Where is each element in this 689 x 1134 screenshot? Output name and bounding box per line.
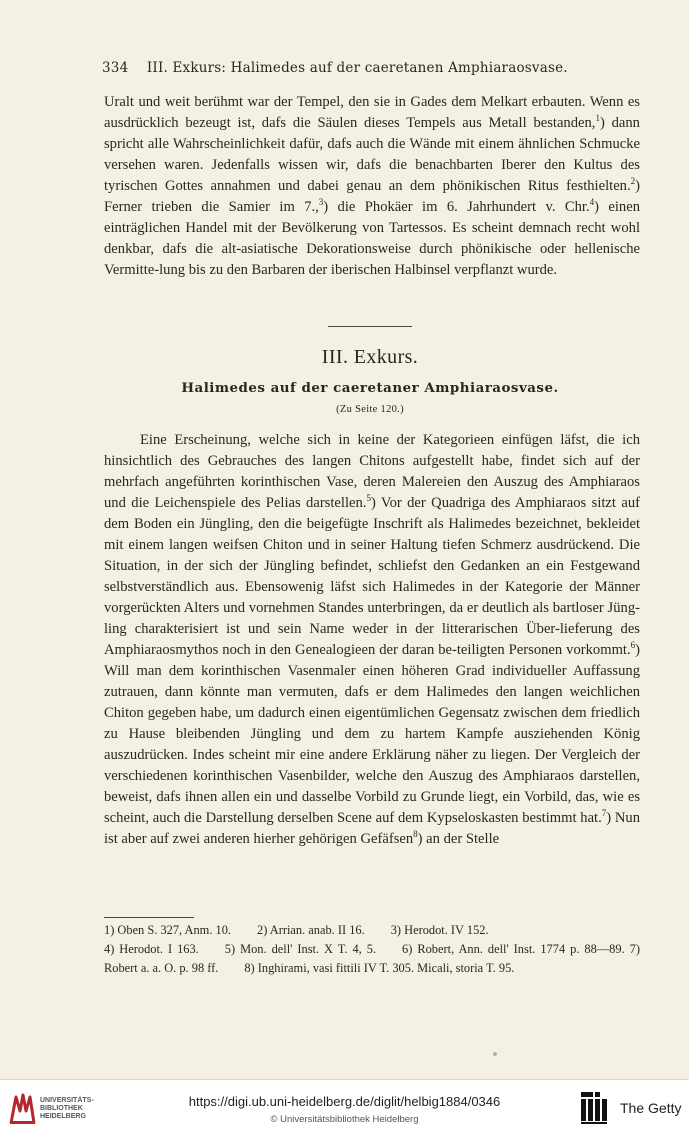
footnote: 8) Inghirami, vasi fittili IV T. 305. Micali, storia T. 95.: [244, 961, 515, 975]
getty-label: The Getty: [620, 1100, 682, 1116]
page-reference: (Zu Seite 120.): [336, 404, 404, 415]
text-run: ) Nun ist aber auf zwei anderen hierher gehörigen Gefäfsen: [104, 810, 640, 847]
document-url[interactable]: https://digi.ub.uni-heidelberg.de/diglit/helbig1884/0346: [188, 1094, 501, 1109]
footnote-ref: 3: [318, 197, 324, 208]
footnotes: [104, 921, 640, 978]
page-speck: [493, 1052, 497, 1056]
paragraph-1: [104, 92, 640, 281]
text-run: ) Ferner trieben die Samier im 7.,: [104, 178, 640, 215]
paragraph-2: [104, 430, 640, 850]
text-run: ) an der Stelle: [417, 831, 500, 847]
footer-bar: [0, 1079, 689, 1134]
text-run: Eine Erscheinung, welche sich in keine der Kategorieen einfügen läfst, die ich hinsichtlich des Gebrauches des langen Chitons aufgestellt habe, findet sich auf der mehrfach angeführten korinthischen Vase, deren Malereien den Auszug des Amphiaraos und die Leichenspiele des Pelias darstellen.: [104, 432, 640, 511]
text-run: ) die Phokäer im 6. Jahrhundert v. Chr.: [323, 199, 590, 215]
footnote-ref: 8: [413, 829, 418, 840]
footnote: 6) Robert, Ann. dell' Inst. 1774 p. 88—89.: [402, 942, 625, 956]
footnote-ref: 4: [589, 197, 595, 208]
footnote: 1) Oben S. 327, Anm. 10.: [104, 923, 232, 937]
copyright-notice: © Universitätsbibliothek Heidelberg: [270, 1114, 419, 1125]
footnote-ref: 5: [366, 493, 371, 504]
library-name-line: UNIVERSITÄTS-: [40, 1097, 94, 1104]
footnote: 5) Mon. dell' Inst. X T. 4, 5.: [224, 942, 377, 956]
getty-logo-icon: [580, 1090, 610, 1124]
text-run: ) Vor der Quadriga des Amphiaraos sitzt auf dem Boden ein Jüngling, den die beigefügte Inschrift als Halimedes bezeichnet, bekleidet mit einem langen weifsen Chiton und in seiner Haltung tiefen Schmerz ausdrückend. Die Situation, in der sich der Jüngling befindet, schliefst den Gedanken an ein Festgewand selbstverständlich aus. Ebensowenig läfst sich Halimedes in der Kategorie der Männer vorgerückten Alters und vornehmen Standes unterbringen, da er deutlich als bartloser Jüng-ling charakterisiert ist und sein Name weder in der litterarischen Über-lieferung des Amphiaraosmythos noch in den Genealogieen der daran be-teiligten Personen vorkommt.: [104, 495, 640, 658]
page-number: 334: [102, 60, 129, 76]
footnote-ref: 7: [601, 808, 607, 819]
footnote-ref: 1: [595, 113, 600, 124]
section-divider: [328, 326, 412, 327]
library-name-line: HEIDELBERG: [40, 1113, 86, 1120]
footnote-ref: 2: [630, 176, 636, 187]
footnote-divider: [104, 917, 194, 918]
section-heading: III. Exkurs.: [321, 346, 419, 368]
running-title: III. Exkurs: Halimedes auf der caeretanen Amphiaraosvase.: [146, 60, 568, 76]
footnote: 2) Arrian. anab. II 16.: [257, 923, 365, 937]
section-subtitle: Halimedes auf der caeretaner Amphiaraosvase.: [181, 380, 559, 396]
running-header: [102, 60, 642, 76]
text-run: Uralt und weit berühmt war der Tempel, den sie in Gades dem Melkart erbauten. Wenn es ausdrücklich bezeugt ist, dafs die Säulen dieses Tempels aus Metall bestanden,: [104, 94, 640, 131]
text-run: ) dann spricht alle Wahrscheinlichkeit dafür, dafs auch die Wände mit einem ähnlichen Schmucke versehen waren. Jedenfalls wissen wir, dafs die benachbarten Iberer den Kultus des tyrischen Gottes annahmen und dabei genau an dem phönikischen Ritus festhielten.: [104, 115, 640, 194]
footnote: 4) Herodot. I 163.: [104, 942, 199, 956]
footnote: 3) Herodot. IV 152.: [390, 923, 489, 937]
footnote: 7) Robert a. a. O. p. 98 ff.: [104, 942, 640, 975]
text-run: ) einen einträglichen Handel mit der Bevölkerung von Tartessos. Es scheint demnach recht wohl denkbar, dafs die alt-asiatische Dekorationsweise durch phönikische oder hellenische Vermitte-lung bis zu den Barbaren der iberischen Halbinsel verpflanzt wurde.: [104, 199, 640, 278]
text-run: ) Will man dem korinthischen Vasenmaler einen höheren Grad individueller Auffassung zutrauen, dann könnte man vermuten, dafs er dem Halimedes den langen weichlichen Chiton gegeben habe, um dadurch einen eigentümlichen Gegensatz zwischen dem friedlich zu Hause bleibenden Jüngling und dem zu hartem Kampfe ausziehenden König auszudrücken. Indes scheint mir eine andere Erklärung näher zu liegen. Der Vergleich der verschiedenen korinthischen Vasenbilder, welche den Auszug des Amphiaraos darstellen, beweist, dafs ihnen allen ein und dasselbe Vorbild zu Grunde liegt, ein Vorbild, das, wie es scheint, auch die Darstellung derselben Scene auf dem Kypseloskasten bestimmt hat.: [104, 642, 640, 826]
footnote-ref: 6: [630, 640, 636, 651]
library-name-line: BIBLIOTHEK: [40, 1105, 83, 1112]
